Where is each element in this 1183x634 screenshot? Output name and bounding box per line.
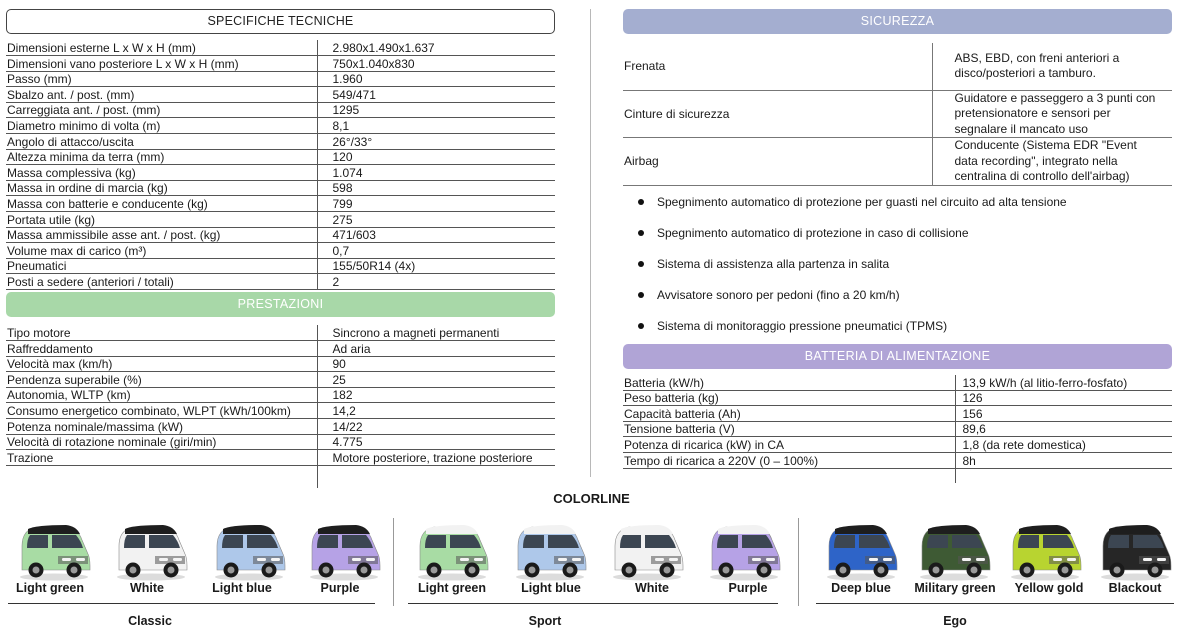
specs-row xyxy=(6,180,555,196)
specs-value: 750x1.040x830 xyxy=(317,56,555,72)
safety-label: Cinture di sicurezza xyxy=(623,90,932,138)
safety-bullet-item xyxy=(623,280,1172,311)
specs-row xyxy=(6,258,555,274)
perf-row xyxy=(6,372,555,388)
safety-value-line: Conducente (Sistema EDR "Event xyxy=(954,138,1137,152)
car-color-label: Light green xyxy=(15,581,85,595)
safety-label: Frenata xyxy=(623,43,932,90)
bullet-dot-icon xyxy=(638,230,644,236)
battery-label: Potenza di ricarica (kW) in CA xyxy=(623,437,955,453)
perf-row xyxy=(6,341,555,357)
car-image-purple xyxy=(304,520,384,582)
specs-value: 799 xyxy=(317,196,555,212)
car-color-label: White xyxy=(129,581,165,595)
safety-bullet-item xyxy=(623,311,1172,342)
specs-label: Massa complessiva (kg) xyxy=(6,165,317,181)
car-image-yellow-gold xyxy=(1005,520,1085,582)
perf-row xyxy=(6,450,555,466)
bullet-dot-icon xyxy=(638,292,644,298)
specs-label: Massa in ordine di marcia (kg) xyxy=(6,180,317,196)
safety-bullet-text: Avvisatore sonoro per pedoni (fino a 20 km/h) xyxy=(657,287,900,302)
perf-value: Sincrono a magneti permanenti xyxy=(317,325,555,341)
specs-value: 2 xyxy=(317,274,555,290)
specs-value: 1.074 xyxy=(317,165,555,181)
battery-value: 156 xyxy=(955,406,1172,422)
specs-label: Diametro minimo di volta (m) xyxy=(6,118,317,134)
specs-label: Altezza minima da terra (mm) xyxy=(6,149,317,165)
perf-table xyxy=(6,325,555,466)
perf-label: Raffreddamento xyxy=(6,341,317,357)
battery-row xyxy=(623,375,1172,391)
perf-row xyxy=(6,356,555,372)
battery-row xyxy=(623,437,1172,453)
battery-label: Tensione batteria (V) xyxy=(623,421,955,437)
specs-row xyxy=(6,87,555,103)
specs-label: Pneumatici xyxy=(6,258,317,274)
car-color-label: Yellow gold xyxy=(1014,581,1084,595)
car-image-white xyxy=(607,520,687,582)
specs-label: Sbalzo ant. / post. (mm) xyxy=(6,87,317,103)
car-image-white xyxy=(111,520,191,582)
specs-table xyxy=(6,40,555,290)
perf-row xyxy=(6,419,555,435)
car-image-light-green xyxy=(14,520,94,582)
perf-header: PRESTAZIONI xyxy=(6,292,555,317)
battery-row xyxy=(623,390,1172,406)
car-color-label: Light blue xyxy=(521,581,581,595)
specs-label: Posti a sedere (anteriori / totali) xyxy=(6,274,317,290)
car-color-label: Purple xyxy=(320,581,360,595)
specs-row xyxy=(6,196,555,212)
perf-label: Autonomia, WLTP (km) xyxy=(6,387,317,403)
car-color-label: Light green xyxy=(417,581,487,595)
safety-value-line: disco/posteriori a tamburo. xyxy=(954,66,1096,81)
specs-value: 26°/33° xyxy=(317,134,555,150)
safety-value-line: ABS, EBD, con freni anteriori a xyxy=(954,50,1120,65)
specs-label: Angolo di attacco/uscita xyxy=(6,134,317,150)
perf-value: 4.775 xyxy=(317,434,555,450)
car-color-label: Military green xyxy=(914,581,996,595)
safety-row xyxy=(623,90,1172,138)
safety-bullet-item xyxy=(623,187,1172,218)
car-image-light-blue xyxy=(510,520,590,582)
specs-value: 2.980x1.490x1.637 xyxy=(317,40,555,56)
right-column xyxy=(623,9,1172,483)
safety-value xyxy=(932,43,1172,90)
car-color-label: Light blue xyxy=(212,581,272,595)
perf-label: Tipo motore xyxy=(6,325,317,341)
battery-value: 89,6 xyxy=(955,421,1172,437)
specs-label: Dimensioni vano posteriore L x W x H (mm) xyxy=(6,56,317,72)
battery-label: Tempo di ricarica a 220V (0 – 100%) xyxy=(623,452,955,468)
battery-table-tail xyxy=(955,469,956,483)
safety-table xyxy=(623,43,1172,186)
specs-row xyxy=(6,149,555,165)
specs-label: Dimensioni esterne L x W x H (mm) xyxy=(6,40,317,56)
specs-value: 120 xyxy=(317,149,555,165)
battery-row xyxy=(623,406,1172,422)
battery-table xyxy=(623,375,1172,469)
group-name-sport: Sport xyxy=(528,614,562,628)
bullet-dot-icon xyxy=(638,199,644,205)
specs-value: 1.960 xyxy=(317,71,555,87)
specs-header: SPECIFICHE TECNICHE xyxy=(6,9,555,34)
battery-label: Batteria (kW/h) xyxy=(623,375,955,391)
specs-row xyxy=(6,165,555,181)
safety-bullet-text: Spegnimento automatico di protezione in caso di collisione xyxy=(657,225,969,240)
bullet-dot-icon xyxy=(638,261,644,267)
specs-row xyxy=(6,71,555,87)
specs-value: 471/603 xyxy=(317,227,555,243)
safety-header: SICUREZZA xyxy=(623,9,1172,34)
specs-value: 155/50R14 (4x) xyxy=(317,258,555,274)
group-divider xyxy=(798,518,799,606)
safety-value-line: data recording", integrato nella xyxy=(954,153,1118,168)
car-image-purple xyxy=(704,520,784,582)
safety-bullet-text: Spegnimento automatico di protezione per guasti nel circuito ad alta tensione xyxy=(657,194,1067,209)
specs-value: 1295 xyxy=(317,102,555,118)
battery-row xyxy=(623,452,1172,468)
group-name-ego: Ego xyxy=(943,614,967,628)
group-divider xyxy=(393,518,394,606)
safety-bullet-text: Sistema di monitoraggio pressione pneumatici (TPMS) xyxy=(657,318,948,333)
car-color-label: Blackout xyxy=(1108,581,1162,595)
perf-value: 25 xyxy=(317,372,555,388)
battery-label: Peso batteria (kg) xyxy=(623,390,955,406)
safety-value xyxy=(932,90,1172,138)
car-color-label: Purple xyxy=(728,581,768,595)
safety-bullet-item xyxy=(623,249,1172,280)
battery-value: 13,9 kW/h (al litio-ferro-fosfato) xyxy=(955,375,1172,391)
battery-row xyxy=(623,421,1172,437)
car-color-label: Deep blue xyxy=(831,581,891,595)
group-underline xyxy=(408,603,778,604)
group-name-classic: Classic xyxy=(128,614,172,628)
battery-value: 8h xyxy=(955,452,1172,468)
specs-row xyxy=(6,227,555,243)
perf-label: Velocità di rotazione nominale (giri/min) xyxy=(6,434,317,450)
specs-label: Massa con batterie e conducente (kg) xyxy=(6,196,317,212)
car-image-deep-blue xyxy=(821,520,901,582)
specs-label: Passo (mm) xyxy=(6,71,317,87)
colorline-title: COLORLINE xyxy=(553,491,630,506)
safety-bullet-item xyxy=(623,218,1172,249)
safety-value xyxy=(932,138,1172,186)
specs-label: Portata utile (kg) xyxy=(6,212,317,228)
specs-label: Volume max di carico (m³) xyxy=(6,243,317,259)
car-image-light-green xyxy=(412,520,492,582)
perf-row xyxy=(6,325,555,341)
car-color-label: White xyxy=(634,581,670,595)
specs-value: 598 xyxy=(317,180,555,196)
battery-label: Capacità batteria (Ah) xyxy=(623,406,955,422)
safety-bullet-text: Sistema di assistenza alla partenza in salita xyxy=(657,256,890,271)
specs-row xyxy=(6,118,555,134)
specs-label: Carreggiata ant. / post. (mm) xyxy=(6,102,317,118)
safety-label: Airbag xyxy=(623,138,932,186)
car-image-blackout xyxy=(1095,520,1175,582)
specs-value: 0,7 xyxy=(317,243,555,259)
safety-row xyxy=(623,138,1172,186)
perf-value: 182 xyxy=(317,387,555,403)
specs-row xyxy=(6,56,555,72)
specs-row xyxy=(6,134,555,150)
safety-value-line: centralina di controllo dell'airbag) xyxy=(954,169,1130,183)
safety-value-line: Guidatore e passeggero a 3 punti con xyxy=(954,90,1156,105)
perf-label: Potenza nominale/massima (kW) xyxy=(6,419,317,435)
perf-value: Motore posteriore, trazione posteriore xyxy=(317,450,555,466)
safety-bullets xyxy=(623,187,1172,342)
perf-value: 14,2 xyxy=(317,403,555,419)
specs-row xyxy=(6,102,555,118)
specs-label: Massa ammissibile asse ant. / post. (kg) xyxy=(6,227,317,243)
perf-table-tail xyxy=(317,466,318,488)
safety-value-line: pretensionatore e sensori per xyxy=(954,106,1111,120)
battery-value: 1,8 (da rete domestica) xyxy=(955,437,1172,453)
perf-row xyxy=(6,403,555,419)
perf-value: 14/22 xyxy=(317,419,555,435)
perf-label: Velocità max (km/h) xyxy=(6,356,317,372)
battery-value: 126 xyxy=(955,390,1172,406)
car-image-light-blue xyxy=(209,520,289,582)
safety-value-line: segnalare il mancato uso xyxy=(954,121,1088,136)
specs-value: 8,1 xyxy=(317,118,555,134)
specs-row xyxy=(6,243,555,259)
perf-row xyxy=(6,387,555,403)
group-underline xyxy=(816,603,1174,604)
specs-value: 275 xyxy=(317,212,555,228)
specs-row xyxy=(6,212,555,228)
perf-value: 90 xyxy=(317,356,555,372)
safety-row xyxy=(623,43,1172,90)
perf-value: Ad aria xyxy=(317,341,555,357)
bullet-dot-icon xyxy=(638,323,644,329)
battery-header: BATTERIA DI ALIMENTAZIONE xyxy=(623,344,1172,369)
perf-row xyxy=(6,434,555,450)
specs-row xyxy=(6,274,555,290)
car-image-military-green xyxy=(914,520,994,582)
column-divider xyxy=(590,9,591,477)
specs-row xyxy=(6,40,555,56)
perf-label: Consumo energetico combinato, WLPT (kWh/100km) xyxy=(6,403,317,419)
left-column xyxy=(6,9,555,488)
perf-label: Pendenza superabile (%) xyxy=(6,372,317,388)
perf-label: Trazione xyxy=(6,450,317,466)
specs-value: 549/471 xyxy=(317,87,555,103)
group-underline xyxy=(8,603,375,604)
